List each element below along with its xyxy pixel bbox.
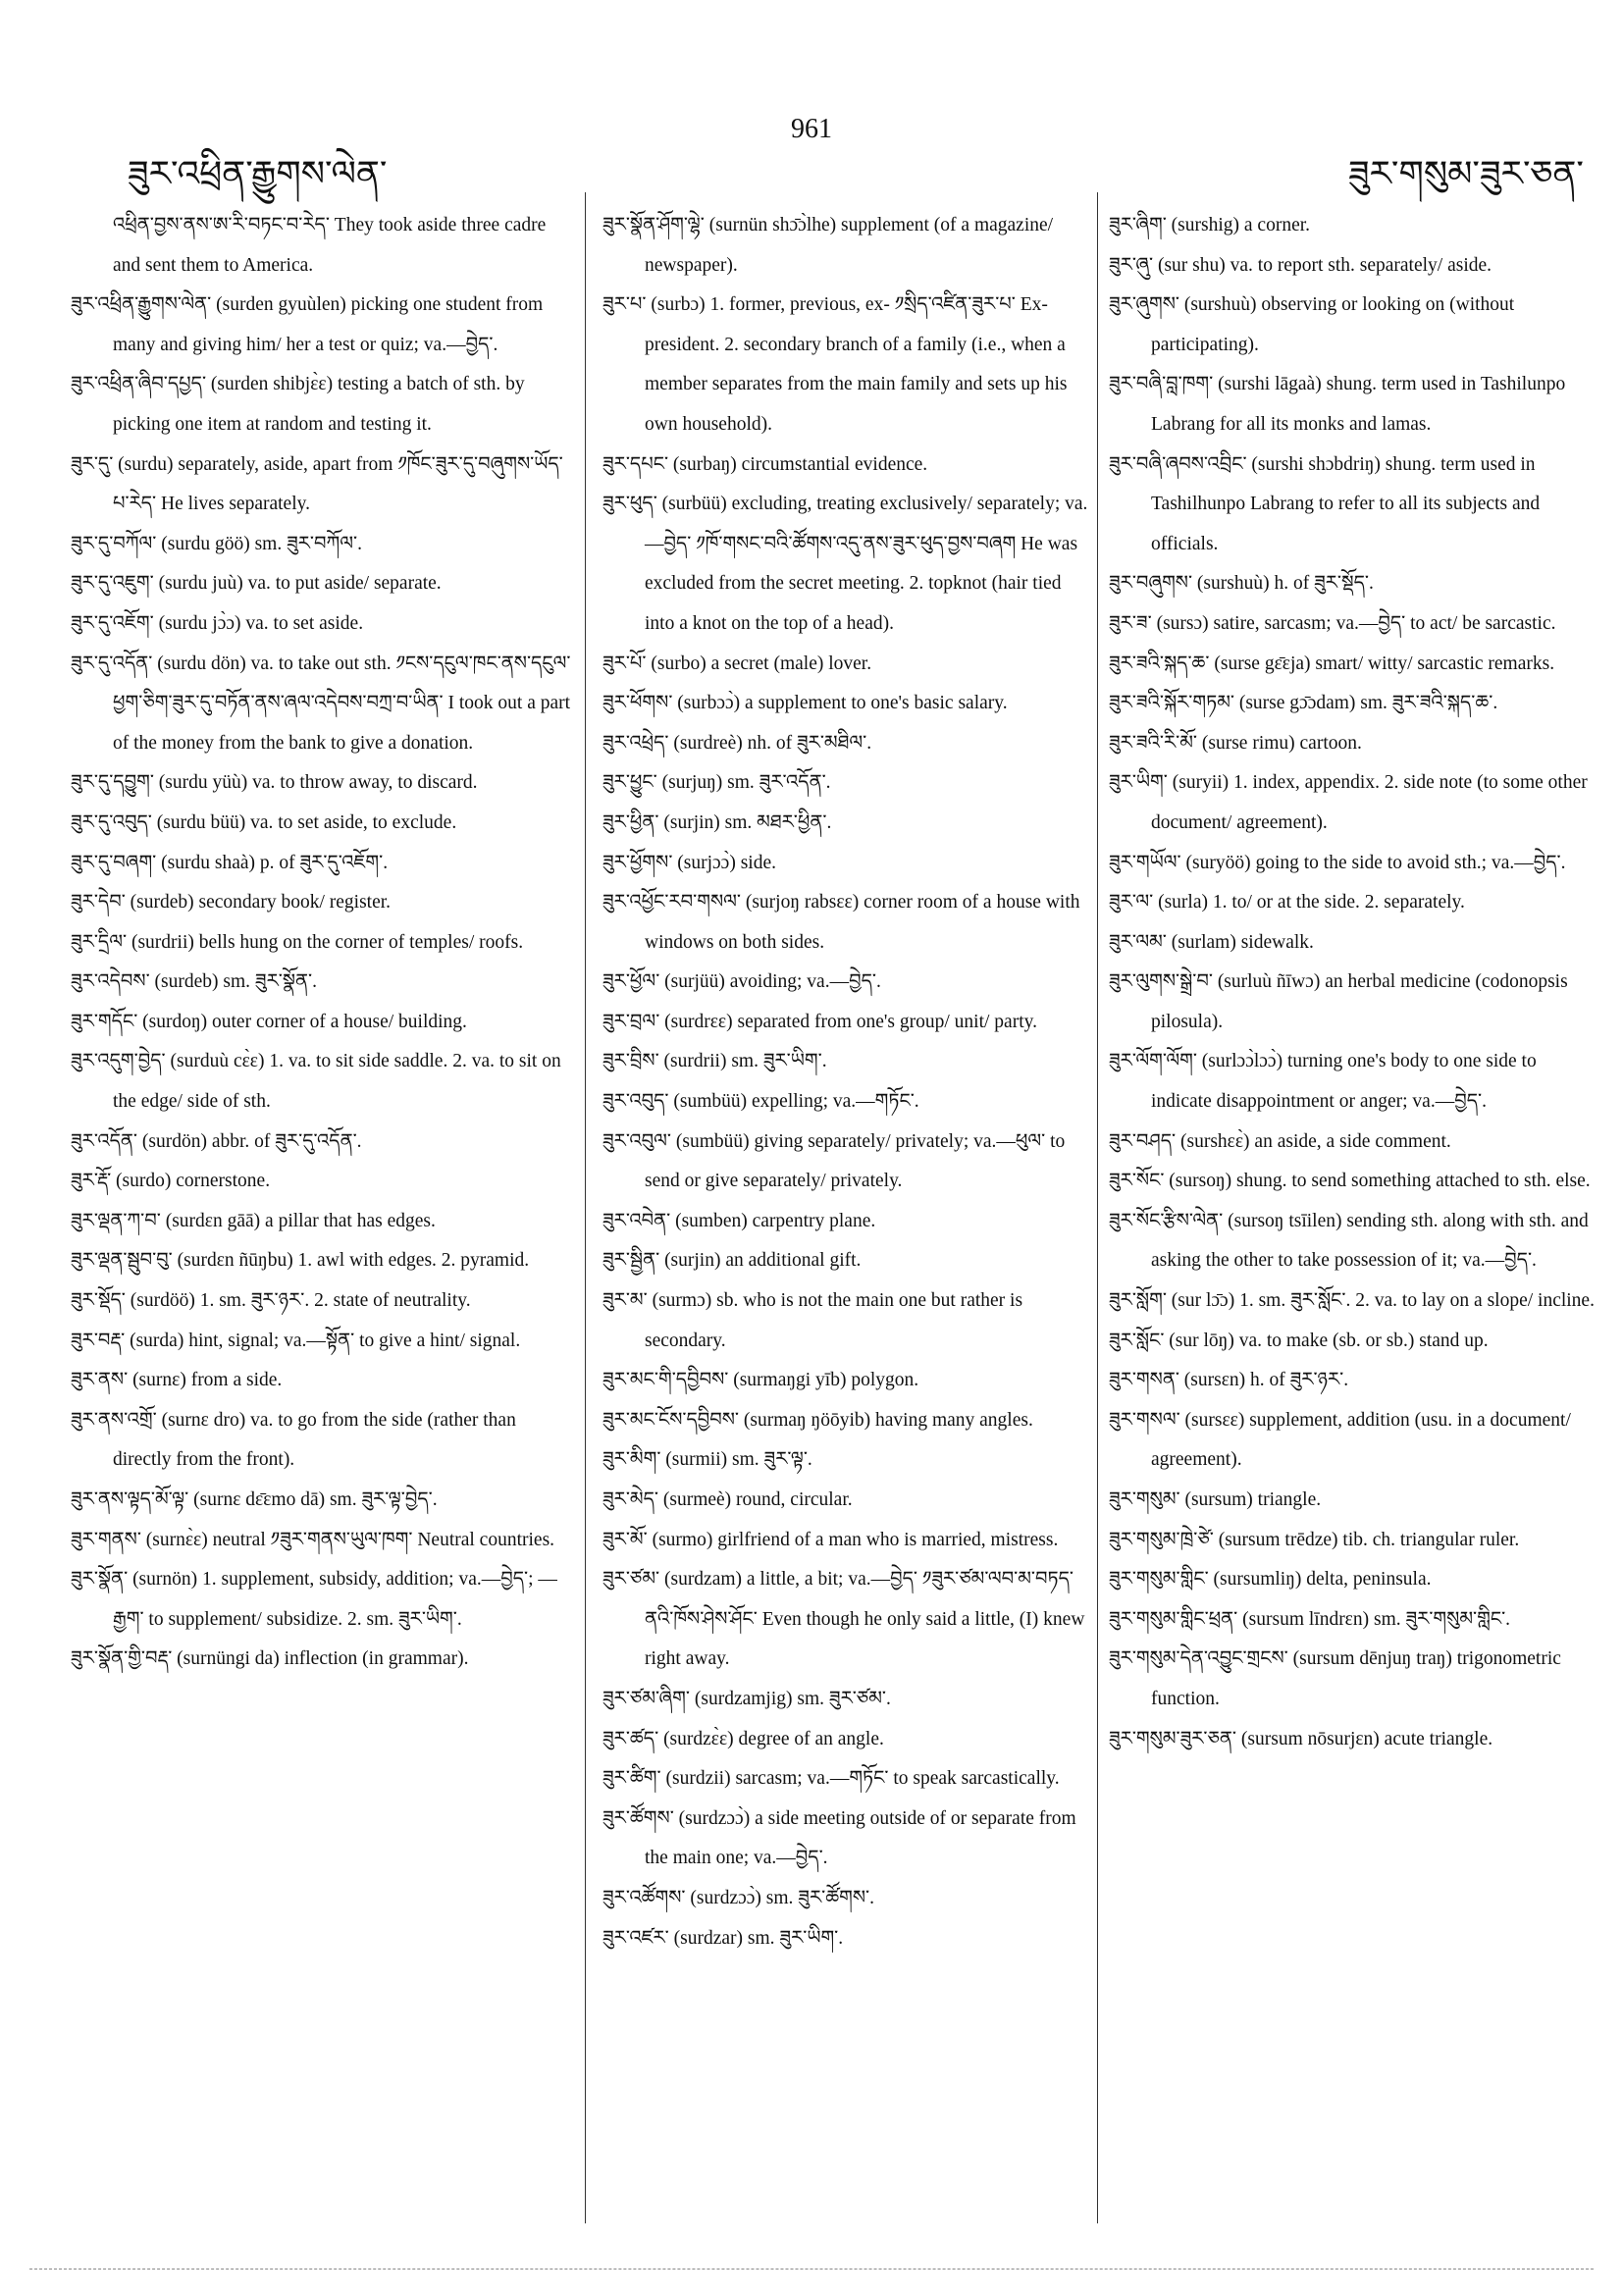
dictionary-entry: ཟུར་མང་གི་དབྱིབས་ (surmaŋgi yīb) polygon.	[602, 1370, 919, 1391]
dictionary-entry: ཟུར་དུ་དབྱུག་ (surdu yüù) va. to throw away, to discard.	[71, 772, 478, 794]
dictionary-entry: ཟུར་བཞི་ཞབས་འབྲིང་ (surshi shɔbdriŋ) shung. term used in Tashilhunpo Labrang to refer to all its subjects and officials.	[1109, 453, 1541, 554]
dictionary-entry: ཟུར་སྦྱིན་ (surjin) an additional gift.	[602, 1250, 862, 1272]
dictionary-entry: ཟུར་ཚིག་ (surdzii) sarcasm; va.—གཏོང་ to speak sarcastically.	[602, 1768, 1060, 1790]
dictionary-entry: ཟུར་བརྡ་ (surda) hint, signal; va.—སྟོན་ to give a hint/ signal.	[71, 1330, 521, 1351]
right-guideword: ཟུར་གསུམ་ཟུར་ཅན་	[1347, 154, 1584, 193]
dictionary-entry: ཟུར་ཕྱུང་ (surjuŋ) sm. ཟུར་འདོན་.	[602, 772, 831, 794]
dictionary-entry: ཟུར་འདེབས་ (surdeb) sm. ཟུར་སྣོན་.	[71, 971, 317, 993]
dictionary-entry: ཟུར་སོང་རྩིས་ལེན་ (sursoŋ tsīilen) sending sth. along with sth. and asking the other to take possession of it; va.—བྱེད་.	[1109, 1210, 1589, 1272]
dictionary-entry: ཟུར་ཕྱོལ་ (surjüü) avoiding; va.—བྱེད་.	[602, 971, 881, 993]
dictionary-column-2	[602, 206, 1093, 2218]
dictionary-entry: ཟུར་ནས་ (surnɛ) from a side.	[71, 1370, 283, 1391]
page-footer-rule	[29, 2269, 1594, 2270]
dictionary-entry: ཟུར་ཟའི་སྐོར་གཏམ་ (surse gɔ̄ɔdam) sm. ཟུར་ཟའི་སྐད་ཆ་.	[1109, 693, 1498, 714]
dictionary-entry: ཟུར་ཚོགས་ (surdzɔɔ̀) a side meeting outside of or separate from the main one; va.—བྱེད་.	[602, 1807, 1076, 1869]
dictionary-entry: ཟུར་འདུག་བྱེད་ (surduù cɛ̀ɛ) 1. va. to sit side saddle. 2. va. to sit on the edge/ side of sth.	[71, 1051, 561, 1113]
dictionary-entry: ཟུར་དུ་བཀོལ་ (surdu göö) sm. ཟུར་བཀོལ་.	[71, 533, 362, 554]
dictionary-entry: ཟུར་ཙམ་ (surdzam) a little, a bit; va.—བྱེད་ ༡ཟུར་ཙམ་ལབ་མ་བཏད་ནའི་ཁོས་ཤེས་ཤོང་ Even though he only said a little, (I) knew right away.	[602, 1569, 1085, 1670]
dictionary-entry: ཟུར་མིག་ (surmii) sm. ཟུར་ལྟ་.	[602, 1449, 812, 1471]
dictionary-entry: ཟུར་ཚད་ (surdzɛ̀ɛ) degree of an angle.	[602, 1728, 884, 1749]
dictionary-entry: ཟུར་ཕྱོགས་ (surjɔɔ̀) side.	[602, 852, 776, 873]
dictionary-entry: ཟུར་ལམ་ (surlam) sidewalk.	[1109, 931, 1314, 953]
dictionary-entry: ཟུར་ནས་འགྲོ་ (surnɛ dro) va. to go from the side (rather than directly from the front).	[71, 1409, 516, 1471]
dictionary-entry: ཟུར་འཕྱོང་རབ་གསལ་ (surjoŋ rabsɛɛ) corner room of a house with windows on both sides.	[602, 892, 1080, 953]
dictionary-entry: ཟུར་འབུལ་ (sumbüü) giving separately/ privately; va.—ཕུལ་ to send or give separately/ privately.	[602, 1130, 1066, 1192]
dictionary-entry: ཟུར་ཟ་ (sursɔ) satire, sarcasm; va.—བྱེད་ to act/ be sarcastic.	[1109, 612, 1556, 634]
dictionary-entry: ཟུར་དུ་ (surdu) separately, aside, apart from ༡ཁོང་ཟུར་དུ་བཞུགས་ཡོད་པ་རེད་ He lives separately.	[71, 453, 563, 515]
dictionary-entry: ཟུར་མ་ (surmɔ) sb. who is not the main one but rather is secondary.	[602, 1290, 1023, 1351]
dictionary-entry: ཟུར་སྣོན་ (surnön) 1. supplement, subsidy, addition; va.—བྱེད་; —རྒྱག་ to supplement/ subsidize. 2. sm. ཟུར་ཡིག་.	[71, 1569, 557, 1630]
page-number: 961	[791, 114, 832, 144]
dictionary-entry: ཟུར་ཞིག་ (surshig) a corner.	[1109, 215, 1311, 235]
dictionary-entry: ཟུར་པོ་ (surbo) a secret (male) lover.	[602, 652, 872, 674]
left-guideword: ཟུར་འཕྲིན་རྒྱུགས་ལེན་	[128, 154, 388, 193]
dictionary-entry: ཟུར་མེད་ (surmeè) round, circular.	[602, 1489, 853, 1510]
dictionary-entry: ཟུར་གསུམ་དེན་འབྱུང་གྲངས་ (sursum dēnjuŋ traŋ) trigonometric function.	[1109, 1648, 1561, 1709]
dictionary-entry: ཟུར་འཛར་ (surdzar) sm. ཟུར་ཡིག་.	[602, 1927, 844, 1949]
dictionary-entry: ཟུར་དུ་འཇུག་ (surdu juù) va. to put aside/ separate.	[71, 573, 442, 595]
dictionary-entry: ཟུར་བཤད་ (surshɛɛ̀) an aside, a side comment.	[1109, 1130, 1451, 1152]
dictionary-entry: ཟུར་ཞུ་ (sur shu) va. to report sth. separately/ aside.	[1109, 254, 1492, 276]
dictionary-entry: ཟུར་མང་ངོས་དབྱིབས་ (surmaŋ ŋöōyib) having many angles.	[602, 1409, 1033, 1431]
page-header	[0, 110, 1623, 193]
dictionary-entry: ཟུར་ལྡན་སྦུབ་བུ་ (surdɛn ñūŋbu) 1. awl with edges. 2. pyramid.	[71, 1250, 530, 1272]
dictionary-entry: ཟུར་འཚོགས་ (surdzɔɔ̀) sm. ཟུར་ཚོགས་.	[602, 1887, 874, 1908]
dictionary-entry: ཟུར་དྲིལ་ (surdrii) bells hung on the corner of temples/ roofs.	[71, 931, 524, 953]
dictionary-entry: ཟུར་འཕྲིན་རྒྱུགས་ལེན་ (surden gyuùlen) picking one student from many and giving him/ her a test or quiz; va.—བྱེད་.	[71, 294, 544, 355]
dictionary-entry: ཟུར་ལོག་ལོག་ (surlɔɔ̀lɔɔ̀) turning one's body to one side to indicate disappointment or anger; va.—བྱེད་.	[1109, 1051, 1537, 1113]
dictionary-entry: ཟུར་དུ་འབུད་ (surdu büü) va. to set aside, to exclude.	[71, 811, 457, 833]
dictionary-entry: ཟུར་གསུམ་གླིང་ཕྲན་ (sursum līndrɛn) sm. ཟུར་གསུམ་གླིང་.	[1109, 1608, 1511, 1630]
dictionary-entry: ཟུར་ཕོགས་ (surbɔɔ̀) a supplement to one's basic salary.	[602, 693, 1008, 714]
dictionary-entry: ཟུར་འཕྲེད་ (surdreè) nh. of ཟུར་མཐིལ་.	[602, 732, 872, 754]
dictionary-entry: ཟུར་བྲིས་ (surdrii) sm. ཟུར་ཡིག་.	[602, 1051, 827, 1072]
dictionary-entry: ཟུར་ཕྱིན་ (surjin) sm. མཐར་ཕྱིན་.	[602, 811, 832, 833]
dictionary-entry: ཟུར་སྣོན་གྱི་བརྡ་ (surnüngi da) inflection (in grammar).	[71, 1648, 469, 1670]
dictionary-entry: ཟུར་སློང་ (sur lōŋ) va. to make (sb. or sb.) stand up.	[1109, 1330, 1489, 1351]
dictionary-entry: ཟུར་སོང་ (sursoŋ) shung. to send something attached to sth. else.	[1109, 1171, 1591, 1192]
dictionary-entry: ཟུར་བྲལ་ (surdrɛɛ) separated from one's group/ unit/ party.	[602, 1011, 1037, 1032]
dictionary-entry: ཟུར་ནས་ལྟད་མོ་ལྟ་ (surnɛ dɛ̄ɛmo dā) sm. ཟུར་ལྟ་བྱེད་.	[71, 1489, 438, 1510]
dictionary-entry: ཟུར་བཞི་བླ་ཁག་ (surshi lāgaà) shung. term used in Tashilunpo Labrang for all its monks and lamas.	[1109, 374, 1566, 435]
dictionary-entry: ཟུར་དེབ་ (surdeb) secondary book/ register.	[71, 892, 392, 913]
dictionary-entry: འཕྲིན་བྱས་ནས་ཨ་རི་བཏང་བ་རེད་ They took aside three cadre and sent them to America.	[113, 215, 547, 276]
dictionary-entry: ཟུར་རྡོ་ (surdo) cornerstone.	[71, 1171, 271, 1192]
column-divider	[585, 192, 586, 2223]
dictionary-entry: ཟུར་སློག་ (sur lɔ̄ɔ) 1. sm. ཟུར་སློང་. 2. va. to lay on a slope/ incline.	[1109, 1290, 1595, 1312]
dictionary-entry: ཟུར་གནས་ (surnɛ̀ɛ) neutral ༡ཟུར་གནས་ཡུལ་ཁག་ Neutral countries.	[71, 1529, 555, 1550]
dictionary-entry: ཟུར་གསན་ (sursɛn) h. of ཟུར་ཉར་.	[1109, 1370, 1349, 1391]
dictionary-entry: ཟུར་གཡོལ་ (suryöö) going to the side to avoid sth.; va.—བྱེད་.	[1109, 852, 1566, 873]
dictionary-entry: ཟུར་གསལ་ (sursɛɛ) supplement, addition (usu. in a document/ agreement).	[1109, 1409, 1571, 1471]
dictionary-entry: ཟུར་ལ་ (surla) 1. to/ or at the side. 2. separately.	[1109, 892, 1465, 913]
dictionary-entry: ཟུར་འཕྲིན་ཞིབ་དཔྱད་ (surden shibjɛ̀ɛ) testing a batch of sth. by picking one item at random and testing it.	[71, 374, 525, 435]
dictionary-entry: ཟུར་གསུམ་ (sursum) triangle.	[1109, 1489, 1322, 1510]
dictionary-entry: ཟུར་ཟའི་སྐད་ཆ་ (surse gɛ̄ɛja) smart/ witty/ sarcastic remarks.	[1109, 652, 1555, 674]
dictionary-entry: ཟུར་གསུམ་ཁྲེ་ཙེ་ (sursum trēdze) tib. ch. triangular ruler.	[1109, 1529, 1520, 1550]
dictionary-entry: ཟུར་དུ་བཞག་ (surdu shaà) p. of ཟུར་དུ་འཇོག་.	[71, 852, 389, 873]
dictionary-entry: ཟུར་འབེན་ (sumben) carpentry plane.	[602, 1210, 876, 1231]
dictionary-column-1	[71, 206, 571, 2218]
dictionary-entry: ཟུར་དུ་འཇོག་ (surdu jɔ̀ɔ) va. to set aside.	[71, 612, 364, 634]
dictionary-entry: ཟུར་ལུགས་སྒྲེ་བ་ (surluù ñīwɔ) an herbal medicine (codonopsis pilosula).	[1109, 971, 1568, 1032]
dictionary-entry: ཟུར་དུ་འདོན་ (surdu dön) va. to take out sth. ༡ངས་དངུལ་ཁང་ནས་དངུལ་ཕྱག་ཅིག་ཟུར་དུ་བཏོན་ནས་ཞལ་འདེབས་བཀྲ་བ་ཡིན་ I took out a part of the money from the bank to give a donation.	[71, 652, 571, 754]
dictionary-entry: ཟུར་སྣོན་ཤོག་ལྷེ་ (surnün shɔ̄ɔ̀lhe) supplement (of a magazine/ newspaper).	[602, 215, 1054, 276]
dictionary-entry: ཟུར་ལྡན་ཀ་བ་ (surdɛn gāā) a pillar that has edges.	[71, 1210, 436, 1231]
dictionary-entry: ཟུར་པ་ (surbɔ) 1. former, previous, ex- ༡སྲིད་འཛིན་ཟུར་པ་ Ex-president. 2. secondary branch of a family (i.e., when a member separates from the main family and sets up his own household).	[602, 294, 1068, 435]
dictionary-entry: ཟུར་ཙམ་ཞིག་ (surdzamjig) sm. ཟུར་ཙམ་.	[602, 1688, 891, 1709]
dictionary-entry: ཟུར་དཔང་ (surbaŋ) circumstantial evidence.	[602, 453, 928, 475]
column-divider	[1097, 192, 1098, 2223]
dictionary-entry: ཟུར་མོ་ (surmo) girlfriend of a man who is married, mistress.	[602, 1529, 1059, 1550]
dictionary-entry: ཟུར་གདོང་ (surdoŋ) outer corner of a house/ building.	[71, 1011, 467, 1032]
dictionary-entry: ཟུར་འདོན་ (surdön) abbr. of ཟུར་དུ་འདོན་.	[71, 1130, 362, 1152]
dictionary-entry: ཟུར་ཡིག་ (suryii) 1. index, appendix. 2. side note (to some other document/ agreement).	[1109, 772, 1588, 833]
dictionary-entry: ཟུར་གསུམ་གླིང་ (sursumliŋ) delta, peninsula.	[1109, 1569, 1432, 1591]
dictionary-entry: ཟུར་ཕུད་ (surbüü) excluding, treating exclusively/ separately; va.—བྱེད་ ༡ཁོ་གསང་བའི་ཚོགས་འདུ་ནས་ཟུར་ཕུད་བྱས་བཞག He was excluded from the secret meeting. 2. topknot (hair tied into a knot on the top of a head).	[602, 494, 1088, 634]
dictionary-entry: ཟུར་སྡོད་ (surdöö) 1. sm. ཟུར་ཉར་. 2. state of neutrality.	[71, 1290, 471, 1312]
dictionary-entry: ཟུར་བཞུགས་ (surshuù) h. of ཟུར་སྡོད་.	[1109, 573, 1374, 595]
dictionary-column-3	[1109, 206, 1599, 2218]
dictionary-entry: ཟུར་འབུད་ (sumbüü) expelling; va.—གཏོང་.	[602, 1091, 919, 1113]
dictionary-entry: ཟུར་ཞུགས་ (surshuù) observing or looking on (without participating).	[1109, 294, 1515, 355]
dictionary-entry: ཟུར་ཟའི་རི་མོ་ (surse rimu) cartoon.	[1109, 732, 1362, 754]
dictionary-entry: ཟུར་གསུམ་ཟུར་ཅན་ (sursum nōsurjɛn) acute triangle.	[1109, 1728, 1493, 1749]
